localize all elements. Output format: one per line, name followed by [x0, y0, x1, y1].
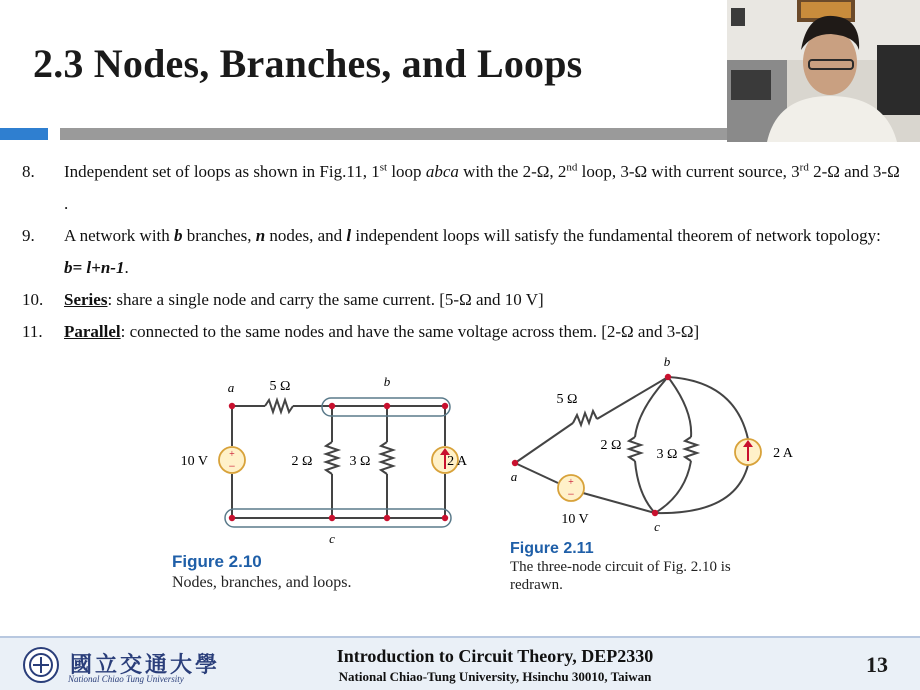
node-label: a	[510, 469, 518, 484]
resistor-label: 3 Ω	[656, 447, 678, 462]
university-name-chinese: 國立交通大學	[70, 652, 221, 677]
list-item: 8. Independent set of loops as shown in Fig.11, 1st loop abca with the 2-Ω, 2nd loop, 3-Ω with current source, 3rd 2-Ω and 3-Ω .	[22, 161, 900, 213]
svg-text:−: −	[228, 459, 236, 473]
node-label: c	[654, 519, 660, 534]
list-item: 11. Parallel: connected to the same nodes and have the same voltage across them. [2-Ω and 3-Ω]	[22, 322, 700, 341]
figure-caption-title: Figure 2.10	[172, 552, 262, 571]
resistor-label: 2 Ω	[600, 438, 622, 453]
node-label: a	[227, 380, 235, 395]
node-label: c	[329, 531, 335, 546]
title-accent-bar	[0, 128, 48, 140]
figure-caption-title: Figure 2.11	[510, 540, 594, 557]
course-address: National Chiao-Tung University, Hsinchu 30010, Taiwan	[338, 669, 652, 684]
source-label: 10 V	[561, 512, 589, 527]
list-item: 10. Series: share a single node and carry the same current. [5-Ω and 10 V]	[22, 290, 544, 309]
svg-text:+: +	[568, 477, 574, 488]
figure-caption: redrawn.	[510, 577, 563, 593]
figure-caption: Nodes, branches, and loops.	[172, 574, 352, 591]
source-label: 2 A	[773, 446, 793, 461]
figure-caption: The three-node circuit of Fig. 2.10 is	[510, 559, 731, 575]
webcam-video	[727, 0, 920, 142]
list-item: 9. A network with b branches, n nodes, and l independent loops will satisfy the fundamental theorem of network topology: b= l+n-1.	[22, 226, 881, 277]
figure-2-11-circuit	[495, 355, 805, 540]
course-title: Introduction to Circuit Theory, DEP2330	[336, 646, 654, 666]
bullet-list	[22, 156, 902, 348]
page-number: 13	[866, 652, 888, 677]
slide-title: 2.3 Nodes, Branches, and Loops	[33, 41, 583, 86]
resistor-label: 5 Ω	[269, 379, 291, 394]
figure-2-10-circuit	[165, 368, 470, 548]
university-name-english: National Chiao Tung University	[68, 674, 184, 684]
svg-text:+: +	[229, 449, 235, 460]
resistor-label: 2 Ω	[291, 454, 313, 469]
node-label: b	[663, 355, 671, 369]
resistor-label: 3 Ω	[349, 454, 371, 469]
source-label: 10 V	[180, 454, 208, 469]
svg-text:−: −	[567, 487, 575, 501]
source-label: 2 A	[447, 454, 467, 469]
node-label: b	[383, 374, 391, 389]
resistor-label: 5 Ω	[556, 392, 578, 407]
